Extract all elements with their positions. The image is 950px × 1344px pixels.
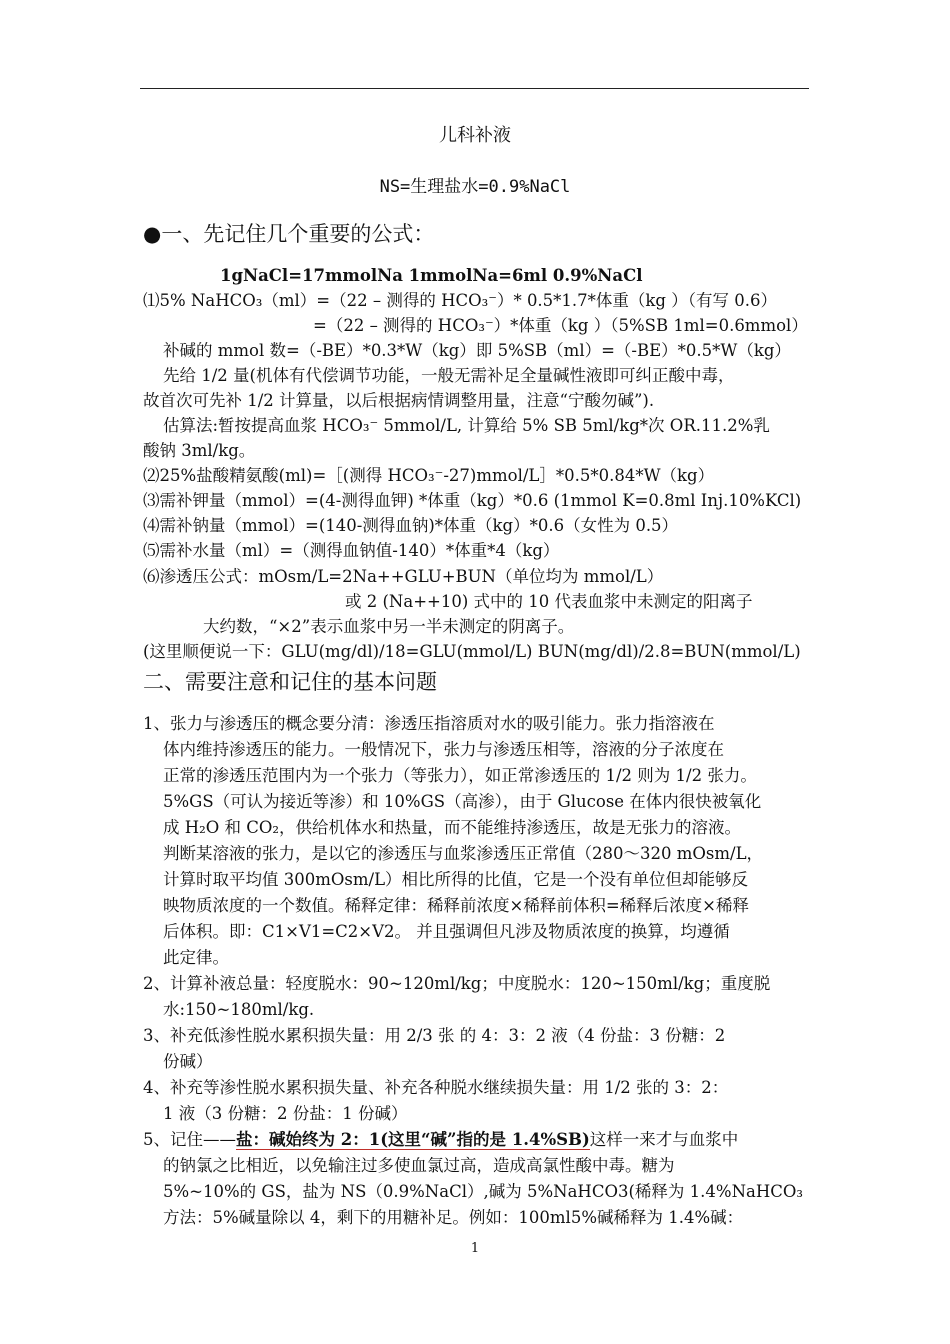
formula-line: 大约数，“×2”表示血浆中另一半未测定的阴离子。 (203, 617, 575, 636)
highlighted-rule: 盐：碱始终为 2：1(这里“碱”指的是 1.4%SB) (236, 1130, 590, 1149)
formula-line: =（22 – 测得的 HCO₃⁻）*体重（kg ）（5%SB 1ml=0.6mmol） (313, 316, 808, 335)
item5-lead: 5、记住—— (143, 1130, 236, 1149)
paragraph-line: 5%GS（可认为接近等渗）和 10%GS（高渗），由于 Glucose 在体内很快被氧化 (163, 792, 762, 811)
formula-line: 补碱的 mmol 数=（-BE）*0.3*W（kg）即 5%SB（ml）=（-BE）*0.5*W（kg） (163, 341, 791, 360)
doc-subtitle: NS=生理盐水=0.9%NaCl (379, 177, 571, 197)
paragraph-line: 正常的渗透压范围内为一个张力（等张力），如正常渗透压的 1/2 则为 1/2 张力。 (163, 766, 757, 785)
formula-line: 或 2 (Na++10) 式中的 10 代表血浆中未测定的阳离子 (345, 592, 753, 611)
paragraph-line: 计算时取平均值 300mOsm/L）相比所得的比值，它是一个没有单位但却能够反 (163, 870, 749, 889)
paragraph-line: 成 H₂O 和 CO₂，供给机体水和热量，而不能维持渗透压，故是无张力的溶液。 (163, 818, 742, 837)
doc-title: 儿科补液 (439, 125, 511, 146)
item5-tail: 这样一来才与血浆中 (589, 1130, 739, 1149)
formula-line: ⑶需补钾量（mmol）=(4-测得血钾) *体重（kg）*0.6 (1mmol K=0.8ml Inj.10%KCl) (143, 491, 802, 510)
formula-line: ⑸需补水量（ml）=（测得血钠值-140）*体重*4（kg） (143, 541, 560, 560)
paragraph-line: 水:150~180ml/kg. (163, 1000, 315, 1019)
header-rule (140, 88, 809, 89)
formula-line: 故首次可先补 1/2 计算量，以后根据病情调整用量，注意“宁酸勿碱”). (143, 391, 655, 410)
paragraph-line: 2、计算补液总量：轻度脱水：90~120ml/kg；中度脱水：120~150ml/kg；重度脱 (143, 974, 771, 993)
formula-line: ⑹渗透压公式：mOsm/L=2Na++GLU+BUN（单位均为 mmol/L） (143, 567, 664, 586)
paragraph-line: 5%~10%的 GS，盐为 NS（0.9%NaCl）,碱为 5%NaHCO3(稀释为 1.4%NaHCO₃ (163, 1182, 803, 1201)
formula-line: ⑷需补钠量（mmol）=(140-测得血钠)*体重（kg）*0.6（女性为 0.5） (143, 516, 679, 535)
paragraph-line: 份碱） (163, 1052, 213, 1071)
paragraph-line: 1 液（3 份糖：2 份盐：1 份碱） (163, 1104, 408, 1123)
paragraph-line: 后体积。即：C1×V1=C2×V2。 并且强调但凡涉及物质浓度的换算，均遵循 (163, 922, 730, 941)
section1-heading: ●一、先记住几个重要的公式： (143, 222, 435, 246)
formula-line: 酸钠 3ml/kg。 (143, 441, 256, 460)
formula-line: ⑵25%盐酸精氨酸(ml)=［(测得 HCO₃⁻-27)mmol/L］*0.5*0.84*W（kg） (143, 466, 715, 485)
paragraph-line: 此定律。 (163, 948, 229, 967)
paragraph-line: 的钠氯之比相近，以免输注过多使血氯过高，造成高氯性酸中毒。糖为 (163, 1156, 675, 1175)
paragraph-line: 方法：5%碱量除以 4，剩下的用糖补足。例如：100ml5%碱稀释为 1.4%碱： (163, 1208, 744, 1227)
formula-line: 先给 1/2 量(机体有代偿调节功能，一般无需补足全量碱性液即可纠正酸中毒， (163, 366, 735, 385)
paragraph-line: 3、补充低渗性脱水累积损失量：用 2/3 张 的 4：3：2 液（4 份盐：3 份糖：2 (143, 1026, 726, 1045)
paragraph-line: 4、补充等渗性脱水累积损失量、补充各种脱水继续损失量：用 1/2 张的 3：2： (143, 1078, 729, 1097)
paragraph-line: 映物质浓度的一个数值。稀释定律：稀释前浓度×稀释前体积=稀释后浓度×稀释 (163, 896, 749, 915)
formula-line: 1gNaCl=17mmolNa 1mmolNa=6ml 0.9%NaCl (220, 266, 643, 285)
page-number: 1 (470, 1241, 480, 1256)
formula-line: 估算法:暂按提高血浆 HCO₃⁻ 5mmol/L, 计算给 5% SB 5ml/kg*次 OR.11.2%乳 (163, 416, 770, 435)
paragraph-line: 1、张力与渗透压的概念要分清：渗透压指溶质对水的吸引能力。张力指溶液在 (143, 714, 715, 733)
formula-line: ⑴5% NaHCO₃（ml）=（22 – 测得的 HCO₃⁻）* 0.5*1.7*体重（kg ）（有写 0.6） (143, 291, 777, 310)
paragraph-line (143, 1129, 738, 1151)
paragraph-line: 体内维持渗透压的能力。一般情况下，张力与渗透压相等，溶液的分子浓度在 (163, 740, 724, 759)
section2-heading: 二、需要注意和记住的基本问题 (143, 670, 437, 694)
formula-line: (这里顺便说一下：GLU(mg/dl)/18=GLU(mmol/L) BUN(mg/dl)/2.8=BUN(mmol/L) (143, 642, 801, 661)
paragraph-line: 判断某溶液的张力，是以它的渗透压与血浆渗透压正常值（280～320 mOsm/L， (163, 844, 764, 863)
